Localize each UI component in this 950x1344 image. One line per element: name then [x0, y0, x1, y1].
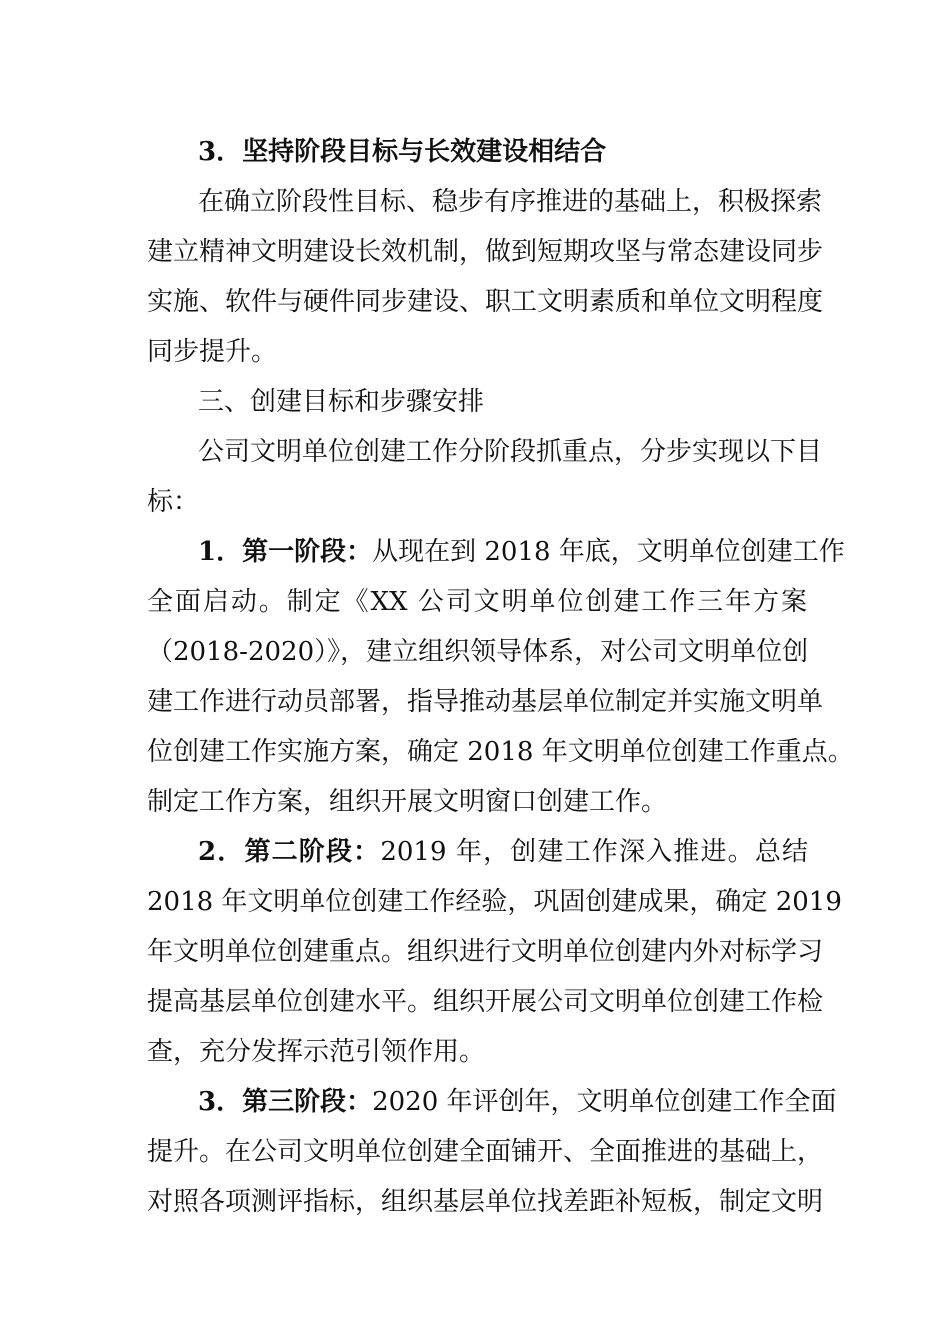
stage-2-label: 2．第二阶段：	[198, 837, 381, 867]
paragraph-line: 实施、软件与硬件同步建设、职工文明素质和单位文明程度	[147, 287, 824, 317]
stage-1-line	[198, 536, 845, 568]
paragraph-line: 位创建工作实施方案，确定 2018 年文明单位创建工作重点。	[147, 737, 854, 767]
paragraph-line: 制定工作方案，组织开展文明窗口创建工作。	[147, 787, 668, 817]
stage-2-text: 2019 年，创建工作深入推进。总结	[380, 837, 809, 867]
paragraph-line: 建工作进行动员部署，指导推动基层单位制定并实施文明单	[147, 687, 824, 717]
stage-1-label: 1．第一阶段：	[198, 537, 373, 567]
paragraph-line: 公司文明单位创建工作分阶段抓重点，分步实现以下目	[198, 437, 823, 467]
paragraph-line: 在确立阶段性目标、稳步有序推进的基础上，积极探索	[198, 187, 823, 217]
bold-heading: 3．坚持阶段目标与长效建设相结合	[198, 137, 607, 167]
paragraph-line: 同步提升。	[147, 337, 278, 367]
stage-3-text: 2020 年评创年，文明单位创建工作全面	[372, 1087, 837, 1117]
paragraph-line: 建立精神文明建设长效机制，做到短期攻坚与常态建设同步	[147, 237, 824, 267]
paragraph-line: 年文明单位创建重点。组织进行文明单位创建内外对标学习	[147, 937, 824, 967]
paragraph-line: 2018 年文明单位创建工作经验，巩固创建成果，确定 2019	[147, 887, 842, 917]
stage-3-line	[198, 1086, 837, 1118]
stage-3-label: 3．第三阶段：	[198, 1087, 373, 1117]
stage-1-text: 从现在到 2018 年底，文明单位创建工作	[372, 537, 845, 567]
section-heading-3	[198, 136, 808, 168]
paragraph-line: 提高基层单位创建水平。组织开展公司文明单位创建工作检	[147, 987, 824, 1017]
section-title: 三、创建目标和步骤安排	[198, 387, 485, 417]
paragraph-line: 对照各项测评指标，组织基层单位找差距补短板，制定文明	[147, 1187, 824, 1217]
paragraph-line: 标：	[147, 487, 200, 517]
stage-2-line	[198, 836, 808, 868]
paragraph-line: 全面启动。制定《XX 公司文明单位创建工作三年方案	[147, 587, 807, 617]
paragraph-line: 提升。在公司文明单位创建全面铺开、全面推进的基础上，	[147, 1137, 824, 1167]
paragraph-line: 查，充分发挥示范引领作用。	[147, 1037, 486, 1067]
paragraph-line: （2018-2020）》，建立组织领导体系，对公司文明单位创	[147, 637, 809, 667]
